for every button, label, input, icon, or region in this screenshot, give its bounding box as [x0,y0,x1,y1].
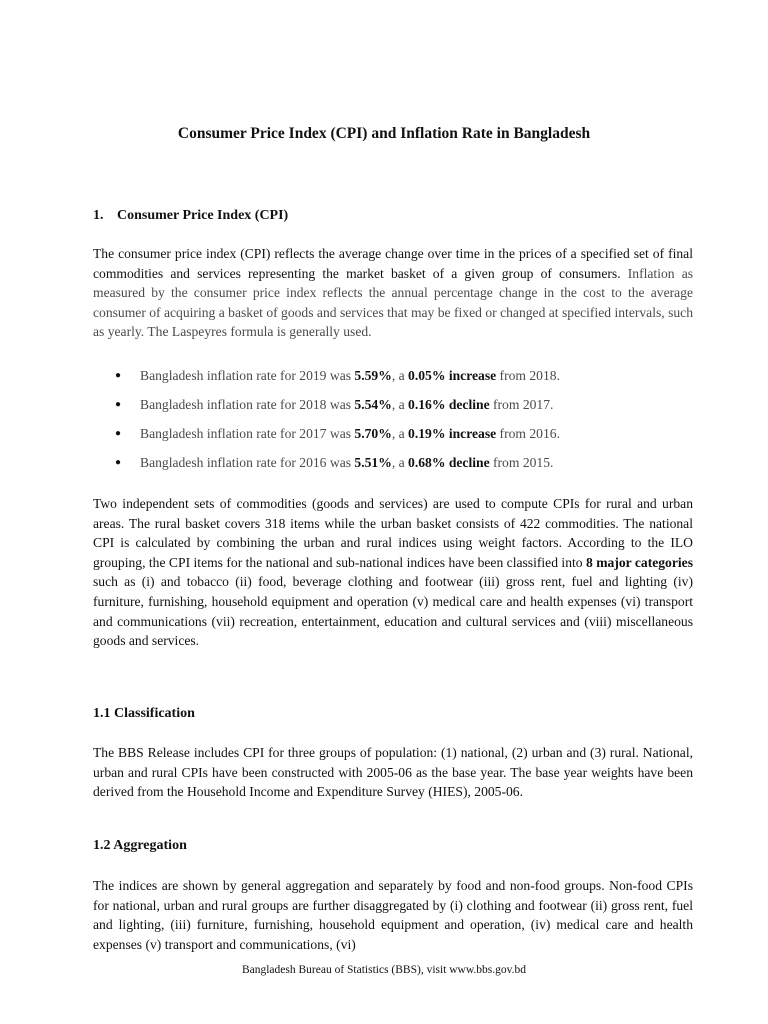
page-title: Consumer Price Index (CPI) and Inflation Rate in Bangladesh [177,125,591,142]
bullet-icon: ● [115,428,122,439]
bullet-icon: ● [115,370,122,381]
section-1-title: Consumer Price Index (CPI) [117,208,289,223]
aggregation-paragraph: The indices are shown by general aggregation and separately by food and non-food groups. Non-food CPIs for national, urban and rural groups are further disaggregated by (i) clothing and footwear (ii) gross rent, fuel and lighting, (iii) furniture, furnishing, household equipment and operation, (iv) medical care and health expenses (v) transport and communications, (vi) [93,878,693,952]
cpi-definition-paragraph [93,244,693,342]
section-1-number: 1. [93,208,104,223]
list-item: ● Bangladesh inflation rate for 2017 was 5.70%, a 0.19% increase from 2016. [93,424,693,453]
commodities-paragraph: Two independent sets of commodities (goods and services) are used to compute CPIs for rural and urban areas. The rural basket covers 318 items while the urban basket consists of 422 commodities. The national CPI is calculated by combining the urban and rural indices using weight factors. According to the ILO grouping, the CPI items for the national and sub-national indices have been classified into 8 major categories such as (i) and tobacco (ii) food, beverage clothing and footwear (iii) gross rent, fuel and lighting (iv) furniture, furnishing, household equipment and operation (v) medical care and health expenses (vi) transport and communications (vii) recreation, entertainment, education and cultural services and (viii) miscellaneous goods and services. [93,496,693,649]
inflation-definition-text: Inflation as measured by the consumer price index reflects the annual percentage change in the cost to the average consumer of acquiring a basket of goods and services that may be fixed or changed at specified intervals, such as yearly. The Laspeyres formula is generally used. [93,265,694,340]
page-footer: Bangladesh Bureau of Statistics (BBS), visit www.bbs.gov.bd [241,964,527,976]
classification-paragraph: The BBS Release includes CPI for three groups of population: (1) national, (2) urban and (3) rural. National, urban and rural CPIs have been constructed with 2005-06 as the base year. The base year weights have been derived from the Household Income and Expenditure Survey (HIES), 2005-06. [93,745,693,800]
list-item: ● Bangladesh inflation rate for 2016 was 5.51%, a 0.68% decline from 2015. [93,453,693,482]
list-item: ● Bangladesh inflation rate for 2018 was 5.54%, a 0.16% decline from 2017. [93,395,693,424]
aggregation-heading: 1.2 Aggregation [93,838,187,853]
bullet-icon: ● [115,399,122,410]
classification-heading: 1.1 Classification [93,706,195,721]
inflation-rate-list [93,366,693,482]
section-1-heading [93,208,288,224]
list-item: ● Bangladesh inflation rate for 2019 was 5.59%, a 0.05% increase from 2018. [93,366,693,395]
bullet-icon: ● [115,457,122,468]
major-categories-emphasis: 8 major categories [586,554,693,570]
cpi-definition-text: The consumer price index (CPI) reflects the average change over time in the prices of a specified set of final commodities and services representing the market basket of a given group of consumers. [93,246,693,281]
